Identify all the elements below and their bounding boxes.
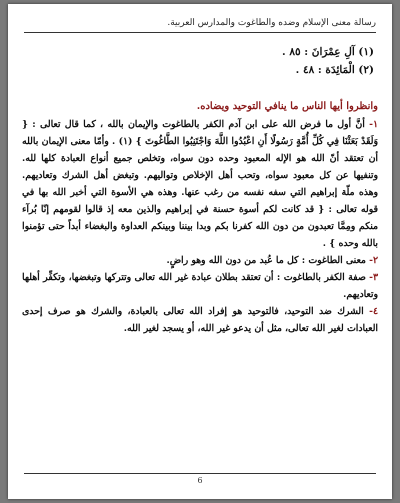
- references-list: [26, 46, 374, 82]
- reference-text: الْمَائِدَة : ٤٨ .: [295, 64, 355, 76]
- paragraph: [22, 252, 378, 269]
- paragraph-number: ١-: [369, 119, 378, 130]
- running-header: [24, 18, 376, 33]
- header-title: رسالة معنى الإسلام وضده والطاغوت والمدارس العربية.: [167, 18, 376, 28]
- page-number: 6: [197, 476, 203, 485]
- paragraph: [22, 303, 378, 337]
- paragraph-number: ٤-: [369, 306, 378, 317]
- paragraph-text: معنى الطاغوت : كل ما عُبد من دون الله وهو راضٍ.: [166, 255, 370, 266]
- reference-item: [26, 46, 374, 58]
- paragraph: [22, 116, 378, 252]
- main-text: [22, 98, 378, 337]
- paragraph-text: أنَّ أول ما فرض الله على ابن آدم الكفر بالطاغوت والإيمان بالله ، كما قال تعالى : { وَلَقَدْ بَعَثْنَا فِي كُلِّ أُمَّةٍ رَسُولًا أَنِ اعْبُدُوا اللَّهَ وَاجْتَنِبُوا الطَّاغُوتَ } (١) . وأمّا معنى الإيمان بالله أن تعتقد أنّ الله هو الإله المعبود وحده دون سواه، وتخلص جميع أنواع العبادة كلها لله. وتنفيها عن كل معبود سواه، وتحب أهل الإخلاص وتواليهم. وتبغض أهل الشرك وتعاديهم. وهذه ملّة إبراهيم التي سفه نفسه من رغب عنها. وهذه هي الأسوة التي أخبر الله بها في قوله تعالى : { قد كانت لكم أسوة حسنة في إبراهيم والذين معه إذ قالوا لقومهم إنّا بُرآء منكم ومِمَّا تعبدون من دون الله كفرنا بكم وبدا بيننا وبينكم العداوة والبغضاء أبداً حتى تؤمنوا بالله وحده } .: [22, 119, 378, 249]
- paragraph-number: ٢-: [369, 255, 378, 266]
- section-heading: وانظروا أيها الناس ما ينافي التوحيد ويضاده.: [196, 101, 378, 112]
- reference-text: آلِ عِمْرَانَ : ٨٥ .: [282, 46, 355, 58]
- document-page: [8, 4, 392, 499]
- paragraph-number: ٣-: [369, 272, 378, 283]
- paragraph-text: صفة الكفر بالطاغوت : أن تعتقد بطلان عبادة غير الله تعالى وتتركها وتبغضها، وتكفِّر أهلها وتعاديهم.: [22, 272, 378, 300]
- paragraph: [22, 269, 378, 303]
- page-footer: [24, 473, 376, 485]
- reference-number: (٢): [358, 64, 374, 76]
- paragraph-text: الشرك ضد التوحيد، فالتوحيد هو إفراد الله تعالى بالعبادة، والشرك هو صرف إحدى العبادات لغير الله تعالى، مثل أن يدعو غير الله، أو يسجد لغير الله.: [22, 306, 378, 334]
- reference-number: (١): [358, 46, 374, 58]
- reference-item: [26, 64, 374, 76]
